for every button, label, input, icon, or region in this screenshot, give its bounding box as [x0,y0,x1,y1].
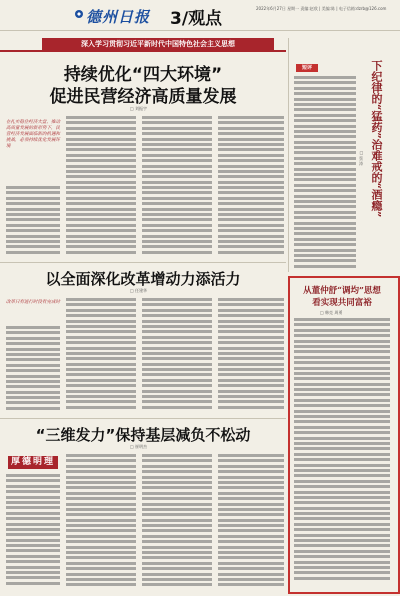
sidebar-top-body [294,76,356,270]
article2-column-1 [6,326,60,414]
article1-column-2 [66,116,136,258]
article1-title-line1: 持续优化“四大环境” [63,65,223,85]
newspaper-logo-icon [74,9,84,19]
section-title: 3/观点 [170,9,223,29]
article2-column-2 [66,298,136,414]
column-divider [288,38,289,272]
sidebar-bottom-headline-line2: 看实现共同富裕 [312,298,372,308]
article2-title: 以全面深化改革增动力添活力 [45,270,241,288]
article3-byline: □ 崔明杰 [130,444,148,449]
sidebar-bottom-headline-line1: 从董仲舒“调均”思想 [303,286,381,296]
sidebar-top-byline: □ 蔡 涛 [359,150,364,166]
article1-column-1 [6,186,60,258]
article1-column-3 [142,116,212,258]
masthead-title: 德州日报 [86,8,151,26]
commentary-tag: 短评 [296,64,318,72]
article1-byline: □ 刘振宇 [130,106,148,111]
article3-column-2 [66,454,136,592]
article3-column-4 [218,454,284,592]
article1-column-4 [218,116,284,258]
theme-banner: 深入学习贯彻习近平新时代中国特色社会主义思想 [42,38,274,51]
article3-column-1 [6,474,60,592]
sidebar-bottom-body [294,318,390,586]
article1-title-line2: 促进民营经济高质量发展 [49,87,237,107]
sidebar-bottom-byline: □ 韩克 周勇 [320,310,343,315]
column-label: 厚德明理 [8,456,58,469]
article1-pull-quote: 在扎实稳住经济大盘、推动高质量发展的新形势下，民营经济发展面临新的机遇和挑战，必须持续优化发展环境 [6,120,60,149]
divider [0,262,286,263]
article3-column-3 [142,454,212,592]
banner-rule [0,50,286,52]
article2-column-4 [218,298,284,414]
article3-title: “三维发力”保持基层减负不松动 [35,426,251,444]
article2-column-3 [142,298,212,414]
sidebar-top-headline: 下纪律的“猛药”治难戒的“酒瘾” [370,60,383,218]
masthead-meta: 2022年6月27日 星期一 责编:赵欣 | 美编:陈 | 电子信箱:dzrb@126.com [256,6,387,11]
article2-byline: □ 任建华 [130,288,148,293]
article2-pull-quote: 改革只有进行时没有完成时 [6,300,60,305]
divider [0,418,286,419]
